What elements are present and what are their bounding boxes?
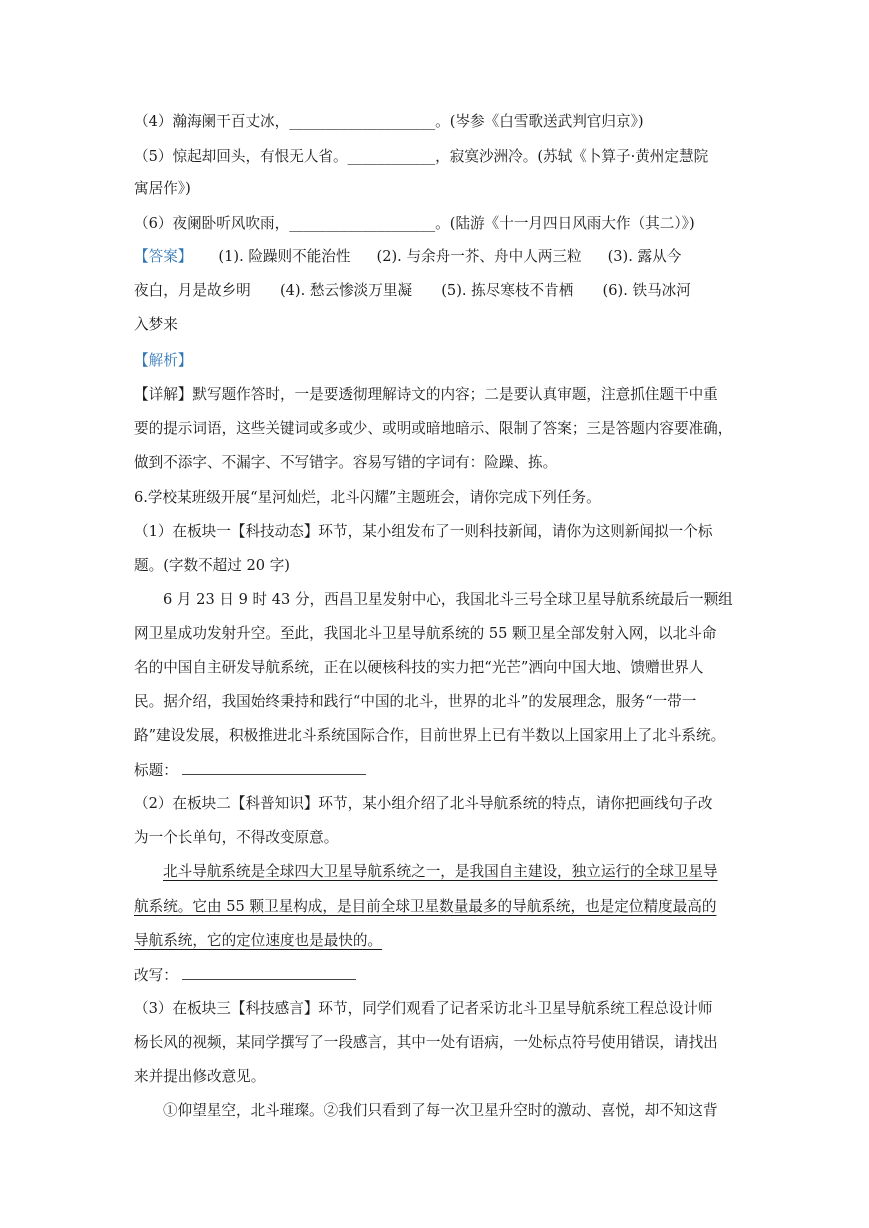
title-label: 标题： xyxy=(134,762,178,779)
task-1-line-2: 题。(字数不超过 20 字) xyxy=(134,557,290,574)
task-3-line-1: （3）在板块三【科技感言】环节，同学们观看了记者采访北斗卫星导航系统工程总设计师 xyxy=(134,1000,713,1017)
news-line-3: 名的中国自主研发导航系统，正在以硬核科技的实力把“光芒”洒向中国大地、馈赠世界人 xyxy=(134,659,704,676)
answer-line xyxy=(134,247,740,267)
underlined-text-3: 导航系统，它的定位速度也是最快的。 xyxy=(134,932,383,949)
underlined-line-1 xyxy=(163,862,740,882)
news-line-5: 路”建设发展，积极推进北斗系统国际合作，目前世界上已有半数以上国家用上了北斗系统。 xyxy=(134,727,726,744)
answer-part-2: (2). 与余舟一芥、舟中人两三粒 xyxy=(376,248,582,265)
question-line-6: （6）夜阑卧听风吹雨，____________________。(陆游《十一月四日风雨大作（其二）》) xyxy=(134,215,695,232)
question-line-4: （4）瀚海阑干百丈冰，____________________。(岑参《白雪歌送武判官归京》) xyxy=(134,113,644,130)
underlined-text-1: 北斗导航系统是全球四大卫星导航系统之一，是我国自主建设，独立运行的全球卫星导 xyxy=(163,863,718,880)
underlined-text-2: 航系统。它由 55 颗卫星构成，是目前全球卫星数量最多的导航系统，也是定位精度最高的 xyxy=(134,898,717,915)
underlined-line-3 xyxy=(134,931,740,951)
rewrite-answer-line xyxy=(134,965,740,986)
answer-part-1: (1). 险躁则不能治性 xyxy=(218,248,351,265)
question-line-5-cont: 寓居作》) xyxy=(134,180,191,197)
answer-part-3: (3). 露从今 xyxy=(607,248,682,265)
answer-line-end: 入梦来 xyxy=(134,316,178,333)
analysis-line-3: 做到不添字、不漏字、不写错字。容易写错的字词有：险躁、拣。 xyxy=(134,454,558,471)
analysis-line-2: 要的提示词语，这些关键词或多或少、或明或暗地暗示、限制了答案；三是答题内容要准确， xyxy=(134,420,733,437)
question-line-5: （5）惊起却回头，有恨无人省。____________，寂寞沙洲冷。(苏轼《卜算子·黄州定慧院 xyxy=(134,148,709,165)
analysis-tag: 【解析】 xyxy=(134,352,193,369)
analysis-line-1: 【详解】默写题作答时，一是要透彻理解诗文的内容；二是要认真审题，注意抓住题干中重 xyxy=(134,386,718,403)
task-3-line-2: 杨长风的视频，某同学撰写了一段感言，其中一处有语病，一处标点符号使用错误，请找出 xyxy=(134,1034,718,1051)
news-line-2: 网卫星成功发射升空。至此，我国北斗卫星导航系统的 55 颗卫星全部发射入网，以北斗命 xyxy=(134,625,717,642)
task-2-line-2: 为一个长单句，不得改变原意。 xyxy=(134,829,339,846)
question-6-heading: 6.学校某班级开展“星河灿烂，北斗闪耀”主题班会，请你完成下列任务。 xyxy=(134,489,601,506)
underlined-line-2 xyxy=(134,897,740,917)
rewrite-label: 改写： xyxy=(134,967,178,984)
answer-line-cont: 夜白，月是故乡明 (4). 愁云惨淡万里凝 (5). 拣尽寒枝不肯栖 (6). 铁马冰河 xyxy=(134,282,691,299)
rewrite-blank[interactable] xyxy=(182,965,356,980)
news-line-1: 6 月 23 日 9 时 43 分，西昌卫星发射中心，我国北斗三号全球卫星导航系统最后一颗组 xyxy=(163,591,733,608)
answer-tag: 【答案】 xyxy=(134,248,193,265)
title-answer-line xyxy=(134,760,740,781)
news-line-4: 民。据介绍，我国始终秉持和践行“中国的北斗，世界的北斗”的发展理念，服务“一带一 xyxy=(134,693,697,710)
task-3-line-3: 来并提出修改意见。 xyxy=(134,1068,266,1085)
speech-line-1: ①仰望星空，北斗璀璨。②我们只看到了每一次卫星升空时的激动、喜悦，却不知这背 xyxy=(163,1102,718,1119)
task-2-line-1: （2）在板块二【科普知识】环节，某小组介绍了北斗导航系统的特点，请你把画线句子改 xyxy=(134,795,713,812)
title-blank[interactable] xyxy=(182,760,366,775)
task-1-line-1: （1）在板块一【科技动态】环节，某小组发布了一则科技新闻，请你为这则新闻拟一个标 xyxy=(134,523,713,540)
